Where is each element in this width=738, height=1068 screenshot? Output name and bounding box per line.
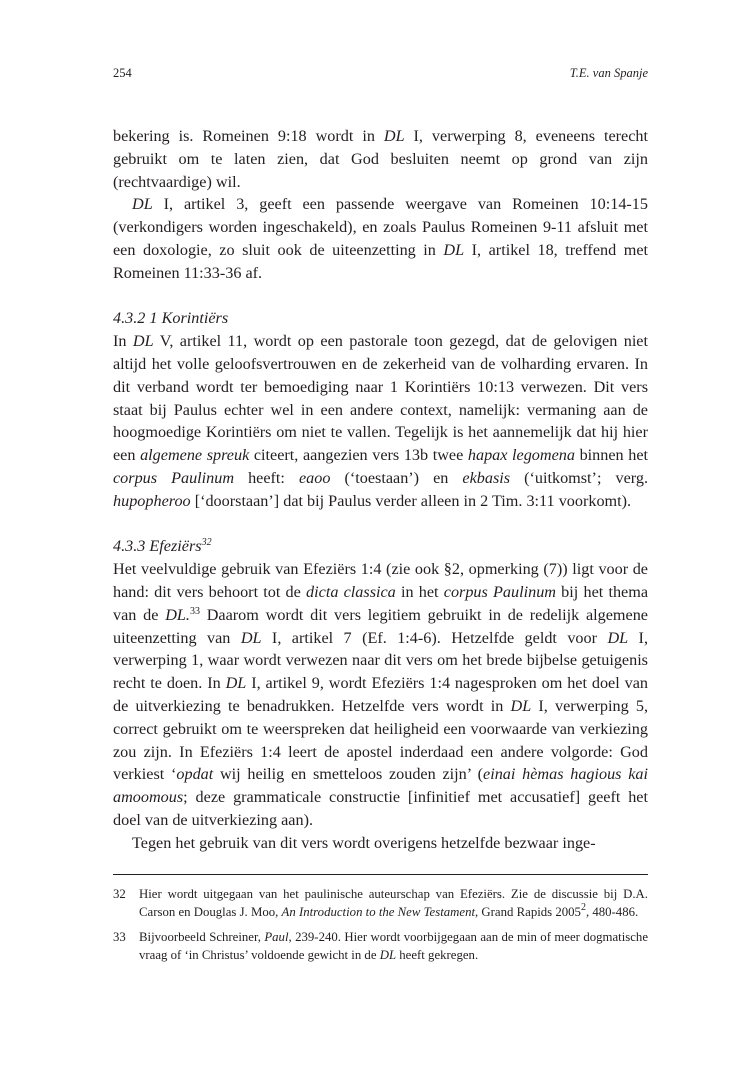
italic-run: Paul: [264, 929, 289, 944]
text-run: bij het thema van de: [113, 582, 649, 624]
section-heading-433: [113, 535, 648, 558]
text-run: (‘uitkomst’; verg.: [510, 468, 648, 487]
text-run: , Grand Rapids 2005: [475, 905, 581, 920]
section-heading-432: 4.3.2 1 Korintiërs: [113, 309, 229, 328]
footnote-text: [139, 885, 648, 922]
italic-run: opdat: [176, 765, 214, 784]
page-number: 254: [113, 66, 132, 80]
text-run: I, verwerping 5, correct gebruikt om te weerspreken dat heiligheid een voorwaarde van verkiezing zou zijn. In Efeziërs 1:4 leert de apostel inderdaad een andere volgorde: God verkiest ‘: [113, 696, 649, 784]
italic-run: dicta classica: [306, 582, 396, 601]
footnote-ref-33[interactable]: 33: [189, 605, 200, 617]
italic-run: An Introduction to the New Testament: [281, 905, 476, 920]
text-run: I, artikel 9, wordt Efeziërs 1:4 nagesproken om het doel van de uitverkiezing te benadrukken. Hetzelfde vers wordt in: [113, 674, 648, 715]
text-run: Daarom wordt dit vers legitiem gebruikt in de redelijk algemene uiteenzetting van: [113, 605, 648, 647]
heading-text: 4.3.3 Efeziërs: [113, 537, 202, 556]
italic-run: DL: [225, 674, 247, 693]
text-run: [‘doorstaan’] dat bij Paulus verder alleen in 2 Tim. 3:11 voorkomt).: [190, 491, 632, 510]
text-run: wij heilig en smetteloos zouden zijn’ (: [213, 765, 484, 784]
footnote-number: 32: [113, 887, 126, 901]
paragraph-4: [113, 558, 648, 832]
text-run: I, verwerping 8, eveneens terecht gebruikt om te laten zien, dat God besluiten neemt op grond van zijn (rechtvaardige) wil.: [113, 127, 648, 191]
italic-run: DL: [240, 628, 262, 647]
italic-run: ekbasis: [462, 468, 511, 487]
text-run: Het veelvuldige gebruik van Efeziërs 1:4 (zie ook §2, opmerking (7)) ligt voor de hand: dit vers behoort tot de: [113, 560, 648, 601]
text-run: bekering is. Romeinen 9:18 wordt in: [113, 127, 384, 145]
italic-run: DL: [379, 948, 397, 963]
text-run: heeft:: [234, 468, 299, 487]
text-run: citeert, aangezien vers 13b twee: [249, 446, 468, 465]
text-run: Hier wordt uitgegaan van het paulinische auteurschap van Efeziërs. Zie de discussie bij D.A. Carson en Douglas J. Moo,: [139, 887, 648, 920]
italic-run: DL: [383, 127, 405, 145]
page-content: [113, 60, 648, 855]
italic-run: DL.: [165, 605, 190, 624]
text-run: in het: [395, 582, 444, 601]
italic-run: DL: [607, 628, 629, 647]
italic-run: hupopheroo: [113, 491, 191, 510]
body-text: [113, 125, 648, 855]
text-run: , 480-486.: [585, 905, 639, 920]
text-run: I, verwerping 1, waar wordt verwezen naar dit vers om het brede bijbelse getuigenis recht te doen. In: [113, 628, 648, 693]
italic-run: algemene spreuk: [140, 446, 250, 465]
text-run: Tegen het gebruik van dit vers wordt overigens hetzelfde bezwaar inge-: [132, 833, 596, 852]
paragraph-5: [113, 832, 648, 855]
italic-run: DL: [443, 240, 465, 259]
italic-run: eaoo: [298, 468, 331, 487]
footnote-32: [113, 885, 648, 922]
footnote-text: [139, 928, 648, 965]
text-run: heeft gekregen.: [396, 948, 479, 963]
paragraph-1: [113, 125, 648, 193]
italic-run: corpus Paulinum: [443, 582, 556, 601]
text-run: ; deze grammaticale constructie [infinitief met accusatief] geeft het doel van de uitverkiezing aan).: [113, 788, 648, 829]
italic-run: einai hèmas hagious kai amoomous: [113, 765, 648, 807]
text-run: , 239-240. Hier wordt voorbijgegaan aan de min of meer dogmatische vraag of ‘in Christus’ voldoende gewicht in de: [139, 929, 649, 963]
paragraph-2: [113, 193, 648, 284]
footnote-ref-32[interactable]: 32: [201, 537, 212, 549]
paragraph-3: [113, 330, 648, 512]
footnotes: [113, 874, 648, 971]
text-run: V, artikel 11, wordt op een pastorale toon gezegd, dat de gelovigen niet altijd het volle geloofsvertrouwen en de zekerheid van de volharding ervaren. In dit verband wordt ter bemoediging naar 1 Korintiërs 10:13 verwezen. Dit vers staat bij Paulus echter wel in een andere context, namelijk: vermaning aan de hoogmoedige Korintiërs om niet te vallen. Tegelijk is het aannemelijk dat hij hier een: [113, 332, 648, 465]
text-run: In: [113, 332, 133, 351]
text-run: I, artikel 18, treffend met Romeinen 11:33-36 af.: [113, 240, 649, 282]
text-run: Bijvoorbeeld Schreiner,: [139, 929, 265, 944]
text-run: (‘toestaan’) en: [330, 468, 463, 487]
italic-run: DL: [510, 696, 532, 715]
text-run: binnen het: [574, 446, 649, 465]
italic-run: corpus Paulinum: [113, 468, 235, 487]
footnote-33: [113, 928, 648, 965]
italic-run: DL: [132, 332, 154, 351]
text-run: I, artikel 7 (Ef. 1:4-6). Hetzelfde geldt voor: [261, 628, 608, 647]
edition-superscript: 2: [580, 902, 586, 914]
italic-run: DL: [132, 195, 153, 214]
text-run: I, artikel 3, geeft een passende weergave van Romeinen 10:14-15 (verkondigers worden ingeschakeld), en zoals Paulus Romeinen 9-11 afsluit met een doxologie, zo sluit ook de uiteenzetting in: [113, 195, 648, 259]
footnote-number: 33: [113, 929, 126, 944]
running-head-author: T.E. van Spanje: [569, 66, 648, 80]
italic-run: hapax legomena: [467, 446, 575, 465]
